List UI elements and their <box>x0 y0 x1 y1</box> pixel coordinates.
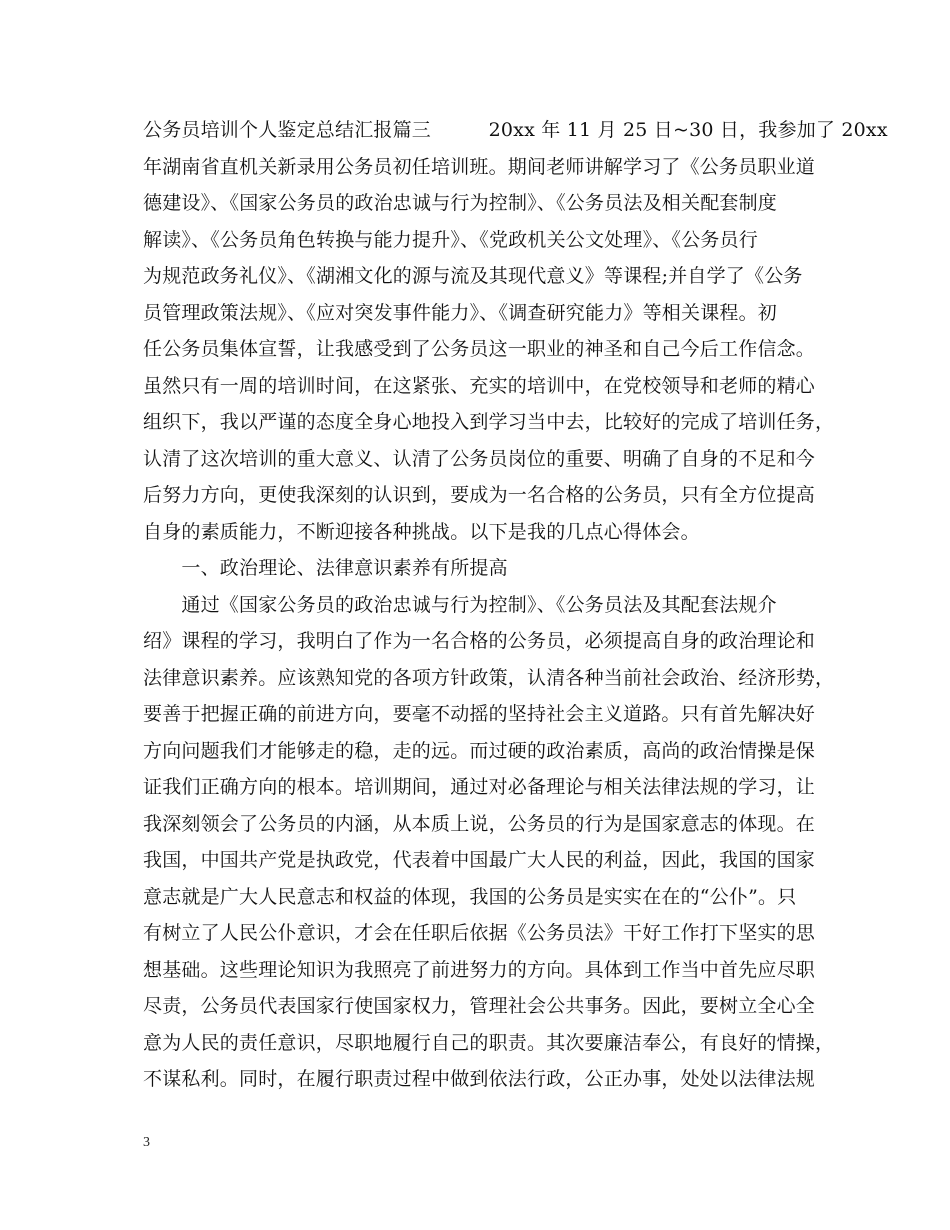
text-line: 员管理政策法规》、《应对突发事件能力》、《调查研究能力》等相关课程。初 <box>143 302 778 324</box>
text-line: 要善于把握正确的前进方向，要毫不动摇的坚持社会主义道路。只有首先解决好 <box>143 703 816 725</box>
page-number: 3 <box>143 1135 150 1150</box>
text-line: 公务员培训个人鉴定总结汇报篇三 20xx 年 11 月 25 日~30 日，我参加了 20xx <box>143 119 888 141</box>
text-line: 有树立了人民公仆意识，才会在任职后依据《公务员法》干好工作打下坚实的思 <box>143 922 816 944</box>
text-line: 解读》、《公务员角色转换与能力提升》、《党政机关公文处理》、《公务员行 <box>143 229 759 251</box>
text-line: 意志就是广大人民意志和权益的体现，我国的公务员是实实在在的“公仆”。只 <box>143 886 797 908</box>
text-line: 任公务员集体宣誓，让我感受到了公务员这一职业的神圣和自己今后工作信念。 <box>143 338 816 360</box>
text-line: 方向问题我们才能够走的稳，走的远。而过硬的政治素质，高尚的政治情操是保 <box>143 740 816 762</box>
text-line: 年湖南省直机关新录用公务员初任培训班。期间老师讲解学习了《公务员职业道 <box>143 156 816 178</box>
text-line: 认清了这次培训的重大意义、认清了公务员岗位的重要、明确了自身的不足和今 <box>143 448 816 470</box>
text-line: 虽然只有一周的培训时间，在这紧张、充实的培训中，在党校领导和老师的精心 <box>143 375 816 397</box>
text-line: 自身的素质能力，不断迎接各种挑战。以下是我的几点心得体会。 <box>143 521 700 543</box>
text-line: 意为人民的责任意识，尽职地履行自己的职责。其次要廉洁奉公，有良好的情操， <box>143 1032 835 1054</box>
section-heading: 一、政治理论、法律意识素养有所提高 <box>143 557 508 579</box>
text-line: 法律意识素养。应该熟知党的各项方针政策，认清各种当前社会政治、经济形势， <box>143 667 835 689</box>
text-line: 不谋私利。同时，在履行职责过程中做到依法行政，公正办事，处处以法律法规 <box>143 1068 816 1090</box>
text-line: 后努力方向，更使我深刻的认识到，要成为一名合格的公务员，只有全方位提高 <box>143 484 816 506</box>
text-line: 想基础。这些理论知识为我照亮了前进努力的方向。具体到工作当中首先应尽职 <box>143 959 816 981</box>
text-line: 组织下，我以严谨的态度全身心地投入到学习当中去，比较好的完成了培训任务， <box>143 411 835 433</box>
text-line: 我深刻领会了公务员的内涵，从本质上说，公务员的行为是国家意志的体现。在 <box>143 813 816 835</box>
text-line: 尽责，公务员代表国家行使国家权力，管理社会公共事务。因此，要树立全心全 <box>143 995 816 1017</box>
text-line: 通过《国家公务员的政治忠诚与行为控制》、《公务员法及其配套法规介 <box>143 594 777 616</box>
text-line: 绍》课程的学习，我明白了作为一名合格的公务员，必须提高自身的政治理论和 <box>143 630 816 652</box>
text-line: 证我们正确方向的根本。培训期间，通过对必备理论与相关法律法规的学习，让 <box>143 776 816 798</box>
text-line: 我国，中国共产党是执政党，代表着中国最广大人民的利益，因此，我国的国家 <box>143 849 816 871</box>
text-line: 为规范政务礼仪》、《湖湘文化的源与流及其现代意义》等课程;并自学了《公务 <box>143 265 803 287</box>
text-line: 德建设》、《国家公务员的政治忠诚与行为控制》、《公务员法及相关配套制度 <box>143 192 778 214</box>
